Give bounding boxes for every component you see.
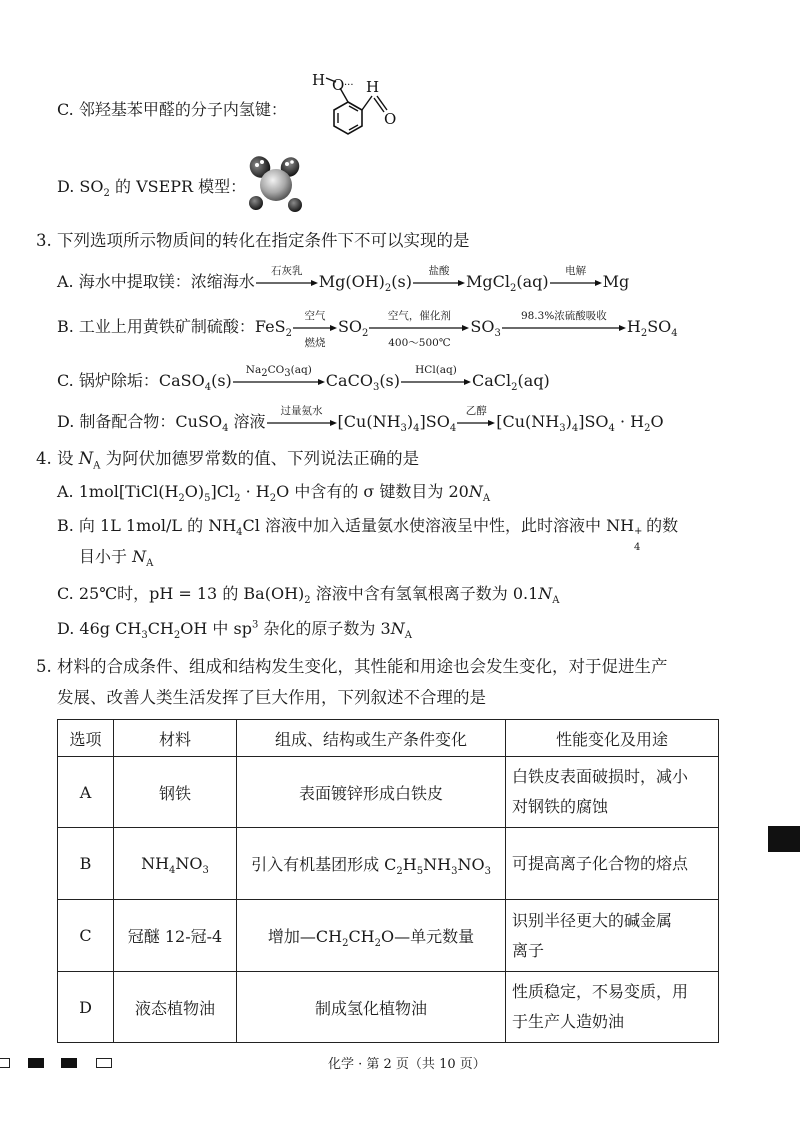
row-d-option: D xyxy=(58,972,114,1043)
q3-option-b: B. 工业上用黄铁矿制硫酸：FeS$_2$ 空气 燃烧 $SO_2$ 空气，催化剂 400～500℃ $SO_3$ 98.3%浓硫酸吸收 $H_2SO_4$ xyxy=(57,310,678,349)
question-5-stem: 5. 材料的合成条件、组成和结构发生变化，其性能和用途也会发生变化，对于促进生产 xyxy=(36,657,668,676)
q4-option-d: D. 46g $CH_3CH_2OH$ 中 $sp^3$ 杂化的原子数为 $3N_A$ xyxy=(57,619,412,642)
header-use: 性能变化及用途 xyxy=(506,720,719,757)
q3-option-c: C. 锅炉除垢：CaSO$_4$(s) $Na_2CO_3(aq)$ CaCO$_3$(s) HCl(aq) CaCl$_2$(aq) xyxy=(57,364,550,394)
footer-square-icon xyxy=(0,1058,10,1068)
row-b-option: B xyxy=(58,828,114,900)
svg-text:···: ··· xyxy=(344,80,354,91)
so2-vsepr-model xyxy=(243,152,309,216)
q3-option-d: D. 制备配合物：CuSO$_4$ 溶液 过量氨水 $[Cu(NH_3)_4]SO_4$ 乙醇 $[Cu(NH_3)_4]SO_4 \cdot H_2O$ xyxy=(57,405,664,435)
footer-square-icon xyxy=(96,1058,112,1068)
table-row xyxy=(58,900,719,972)
row-b-change: 引入有机基团形成 $C_2H_5NH_3NO_3$ xyxy=(237,828,506,900)
row-a-option: A xyxy=(58,757,114,828)
mol-h2: H xyxy=(366,78,380,96)
q4-option-a: A. $1mol[TiCl(H_2O)_5]Cl_2 \cdot H_2O$ 中含有的 σ 键数目为 $20N_A$ xyxy=(57,482,491,505)
question-5-stem-cont: 发展、改善人类生活发挥了巨大作用，下列叙述不合理的是 xyxy=(57,688,486,707)
q4-option-b-cont: 目小于 $N_A$ xyxy=(79,547,154,570)
mol-o2: O xyxy=(384,110,397,128)
table-header-row xyxy=(58,720,719,757)
row-a-material: 钢铁 xyxy=(114,757,237,828)
row-c-use: 识别半径更大的碱金属 离子 xyxy=(506,900,719,972)
question-3-stem: 3. 下列选项所示物质间的转化在指定条件下不可以实现的是 xyxy=(36,231,470,250)
option-c-label: C. 邻羟基苯甲醛的分子内氢键： xyxy=(57,100,287,119)
row-d-material: 液态植物油 xyxy=(114,972,237,1043)
header-material: 材料 xyxy=(114,720,237,757)
q3-option-a: A. 海水中提取镁：浓缩海水 石灰乳 $Mg(OH)_2(s)$ 盐酸 MgCl$_2$(aq) 电解 Mg xyxy=(57,265,630,295)
salicylaldehyde-structure xyxy=(310,68,410,148)
option-d-label: D. $SO_2$ 的 VSEPR 模型： xyxy=(57,177,247,200)
materials-table xyxy=(57,719,719,1043)
side-registration-mark xyxy=(768,826,800,852)
header-change: 组成、结构或生产条件变化 xyxy=(237,720,506,757)
row-c-material: 冠醚 12-冠-4 xyxy=(114,900,237,972)
row-c-option: C xyxy=(58,900,114,972)
row-b-use: 可提高离子化合物的熔点 xyxy=(506,828,719,900)
row-a-use: 白铁皮表面破损时，减小 对钢铁的腐蚀 xyxy=(506,757,719,828)
header-option: 选项 xyxy=(58,720,114,757)
row-a-change: 表面镀锌形成白铁皮 xyxy=(237,757,506,828)
row-c-change: 增加$—CH_2CH_2O—$单元数量 xyxy=(237,900,506,972)
row-b-material: $NH_4NO_3$ xyxy=(114,828,237,900)
table-row xyxy=(58,972,719,1043)
footer-block-icon xyxy=(61,1058,77,1068)
row-d-change: 制成氢化植物油 xyxy=(237,972,506,1043)
mol-h1: H xyxy=(312,71,326,89)
footer-block-icon xyxy=(28,1058,44,1068)
table-row xyxy=(58,828,719,900)
table-row xyxy=(58,757,719,828)
question-4-stem: 4. 设 $N_A$ 为阿伏加德罗常数的值、下列说法正确的是 xyxy=(36,449,420,472)
mol-o1: O xyxy=(332,76,345,94)
q4-option-b: B. 向 1L 1mol/L 的 $NH_4Cl$ 溶液中加入适量氨水使溶液呈中性，此时溶液中 NH + 4 的数 xyxy=(57,516,679,553)
q4-option-c: C. 25℃时，pH = 13 的 $Ba(OH)_2$ 溶液中含有氢氧根离子数为 $0.1N_A$ xyxy=(57,584,560,607)
row-d-use: 性质稳定，不易变质，用 于生产人造奶油 xyxy=(506,972,719,1043)
